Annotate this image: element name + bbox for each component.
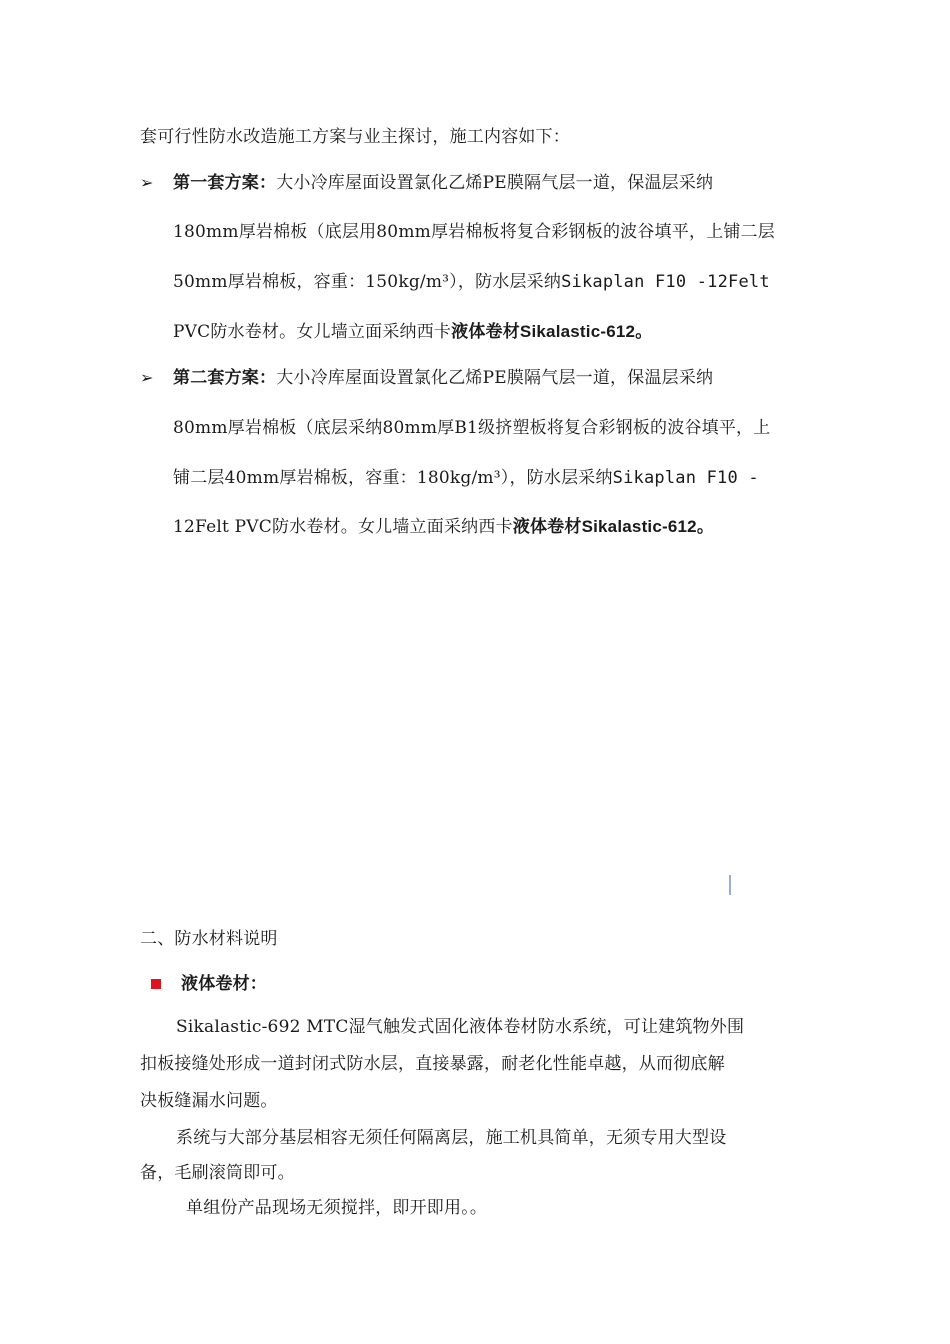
plan2-line3-text: 铺二层40mm厚岩棉板，容重：180kg/m³），防水层采纳 [173,468,613,488]
section2-sub-heading: 液体卷材： [181,974,267,994]
plan2-line4 [173,516,714,538]
section2-p1-line3: 决板缝漏水问题。 [140,1091,278,1111]
plan1-line4-product: 液体卷材Sikalastic-612。 [451,322,653,341]
plan1-line3-text: 50mm厚岩棉板，容重：150kg/m³），防水层采纳 [173,272,562,292]
plan1-line4-text: PVC防水卷材。女儿墙立面采纳西卡 [173,322,452,342]
section2-heading: 二、防水材料说明 [140,929,278,949]
plan2-label: 第二套方案： [173,368,277,388]
plan2-line4-text: 12Felt PVC防水卷材。女儿墙立面采纳西卡 [173,517,513,537]
section2-p1-line1: Sikalastic-692 MTC湿气触发式固化液体卷材防水系统，可让建筑物外围 [176,1017,745,1037]
plan1-bullet-arrow-icon: ➢ [140,173,154,192]
section2-p2-line1: 系统与大部分基层相容无须任何隔离层，施工机具简单，无须专用大型设 [176,1128,727,1148]
plan1-line1 [173,172,713,194]
plan2-bullet-arrow-icon: ➢ [140,368,154,387]
plan1-line1-text: 大小冷库屋面设置氯化乙烯PE膜隔气层一道，保温层采纳 [276,173,714,193]
section2-p2-line2: 备，毛刷滚筒即可。 [140,1163,295,1183]
plan1-line3-product: Sikaplan F10 -12Felt [561,272,770,292]
plan1-label: 第一套方案： [173,173,277,193]
intro-text: 套可行性防水改造施工方案与业主探讨，施工内容如下： [140,127,570,147]
plan2-line3 [173,467,759,489]
red-square-bullet-icon [151,979,161,989]
plan2-line1 [173,367,713,389]
plan1-line3 [173,271,770,293]
plan2-line3-product: Sikaplan F10 - [612,468,759,488]
plan2-line2: 80mm厚岩棉板（底层采纳80mm厚B1级挤塑板将复合彩钢板的波谷填平，上 [173,418,771,438]
plan2-line1-text: 大小冷库屋面设置氯化乙烯PE膜隔气层一道，保温层采纳 [276,368,714,388]
plan2-line4-product: 液体卷材Sikalastic-612。 [512,517,715,536]
text-cursor-mark [729,875,731,895]
plan1-line4 [173,321,652,343]
plan1-line2: 180mm厚岩棉板（底层用80mm厚岩棉板将复合彩钢板的波谷填平，上铺二层 [173,222,775,242]
section2-p1-line2: 扣板接缝处形成一道封闭式防水层，直接暴露，耐老化性能卓越，从而彻底解 [140,1054,725,1074]
section2-p3-line1: 单组份产品现场无须搅拌，即开即用。。 [186,1198,488,1218]
